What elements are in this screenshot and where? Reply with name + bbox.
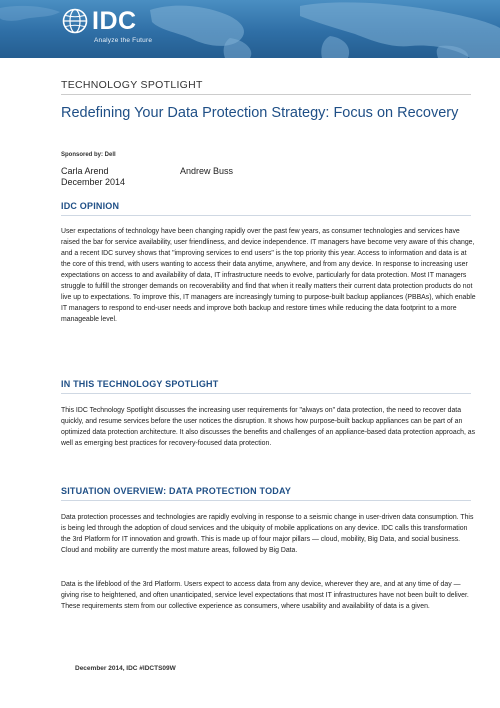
section-heading-idc-opinion: IDC OPINION	[61, 201, 120, 211]
sponsor-line: Sponsored by: Dell	[61, 152, 116, 158]
globe-icon	[62, 8, 88, 34]
section-divider	[61, 500, 471, 501]
section-heading-situation-overview: SITUATION OVERVIEW: DATA PROTECTION TODAY	[61, 486, 292, 496]
publication-date: December 2014	[61, 177, 126, 187]
document-type-label: TECHNOLOGY SPOTLIGHT	[61, 79, 203, 91]
document-title: Redefining Your Data Protection Strategy: Focus on Recovery	[61, 105, 459, 121]
paragraph: Data is the lifeblood of the 3rd Platform. Users expect to access data from any device, wherever they are, and at any time of day — giving rise to heightened, and often unanticipated, service level expectations that most IT infrastructures have not been built to deliver. These requirements stem from our collective experience as consumers, where usability and availability of data is a given.	[61, 581, 469, 610]
paragraph: User expectations of technology have been changing rapidly over the past few years, as consumer technologies and services have raised the bar for service availability, user friendliness, and device independence. IT managers have become very aware of this change, and a recent IDC survey shows that "improving services to end users" is the top priority this year. Access to information and data is at the core of this trend, with users wanting to access their data anytime, anywhere, and from any device. In response to increasing user expectations on access to and availability of data, IT infrastructure needs to evolve, particularly for data protection. Most IT managers struggle to fulfill the stronger demands on recoverability and find that when it really matters their current data protection products do not live up to expectations. To improve this, IT managers are increasingly turning to purpose-built backup appliances (PBBAs), which enable IT managers to respond to end-user needs and improve both backup and restore times while reducing the data footprint to a more manageable level.	[61, 228, 476, 323]
author-name: Andrew Buss	[180, 166, 234, 176]
header-banner	[0, 0, 500, 58]
author-name: Carla Arend	[61, 166, 109, 176]
idc-logo	[62, 8, 137, 34]
logo-wordmark: IDC	[92, 7, 137, 35]
page-footer: December 2014, IDC #IDCTS09W	[75, 665, 176, 672]
paragraph: This IDC Technology Spotlight discusses the increasing user requirements for "always on" data protection, the need to recover data quickly, and resume services before the user notices the disruption. It shows how purpose-built backup appliances can be part of an optimized data protection architecture. It also discusses the benefits and challenges of an appliance-based data protection approach, as well as emerging best practices for recovery-focused data protection.	[61, 407, 476, 447]
divider	[61, 94, 471, 95]
section-divider	[61, 393, 471, 394]
section-divider	[61, 215, 471, 216]
logo-tagline: Analyze the Future	[94, 37, 153, 44]
section-heading-in-this-spotlight: IN THIS TECHNOLOGY SPOTLIGHT	[61, 379, 219, 389]
paragraph: Data protection processes and technologies are rapidly evolving in response to a seismic change in user-driven data consumption. This is being led through the adoption of cloud services and the ubiquity of mobile applications on any device. IDC calls this transformation the 3rd Platform for IT innovation and growth. This is made up of four major pillars — cloud, mobility, Big Data, and social business. Cloud and mobility are currently the most mature areas, followed by Big Data.	[61, 514, 474, 554]
